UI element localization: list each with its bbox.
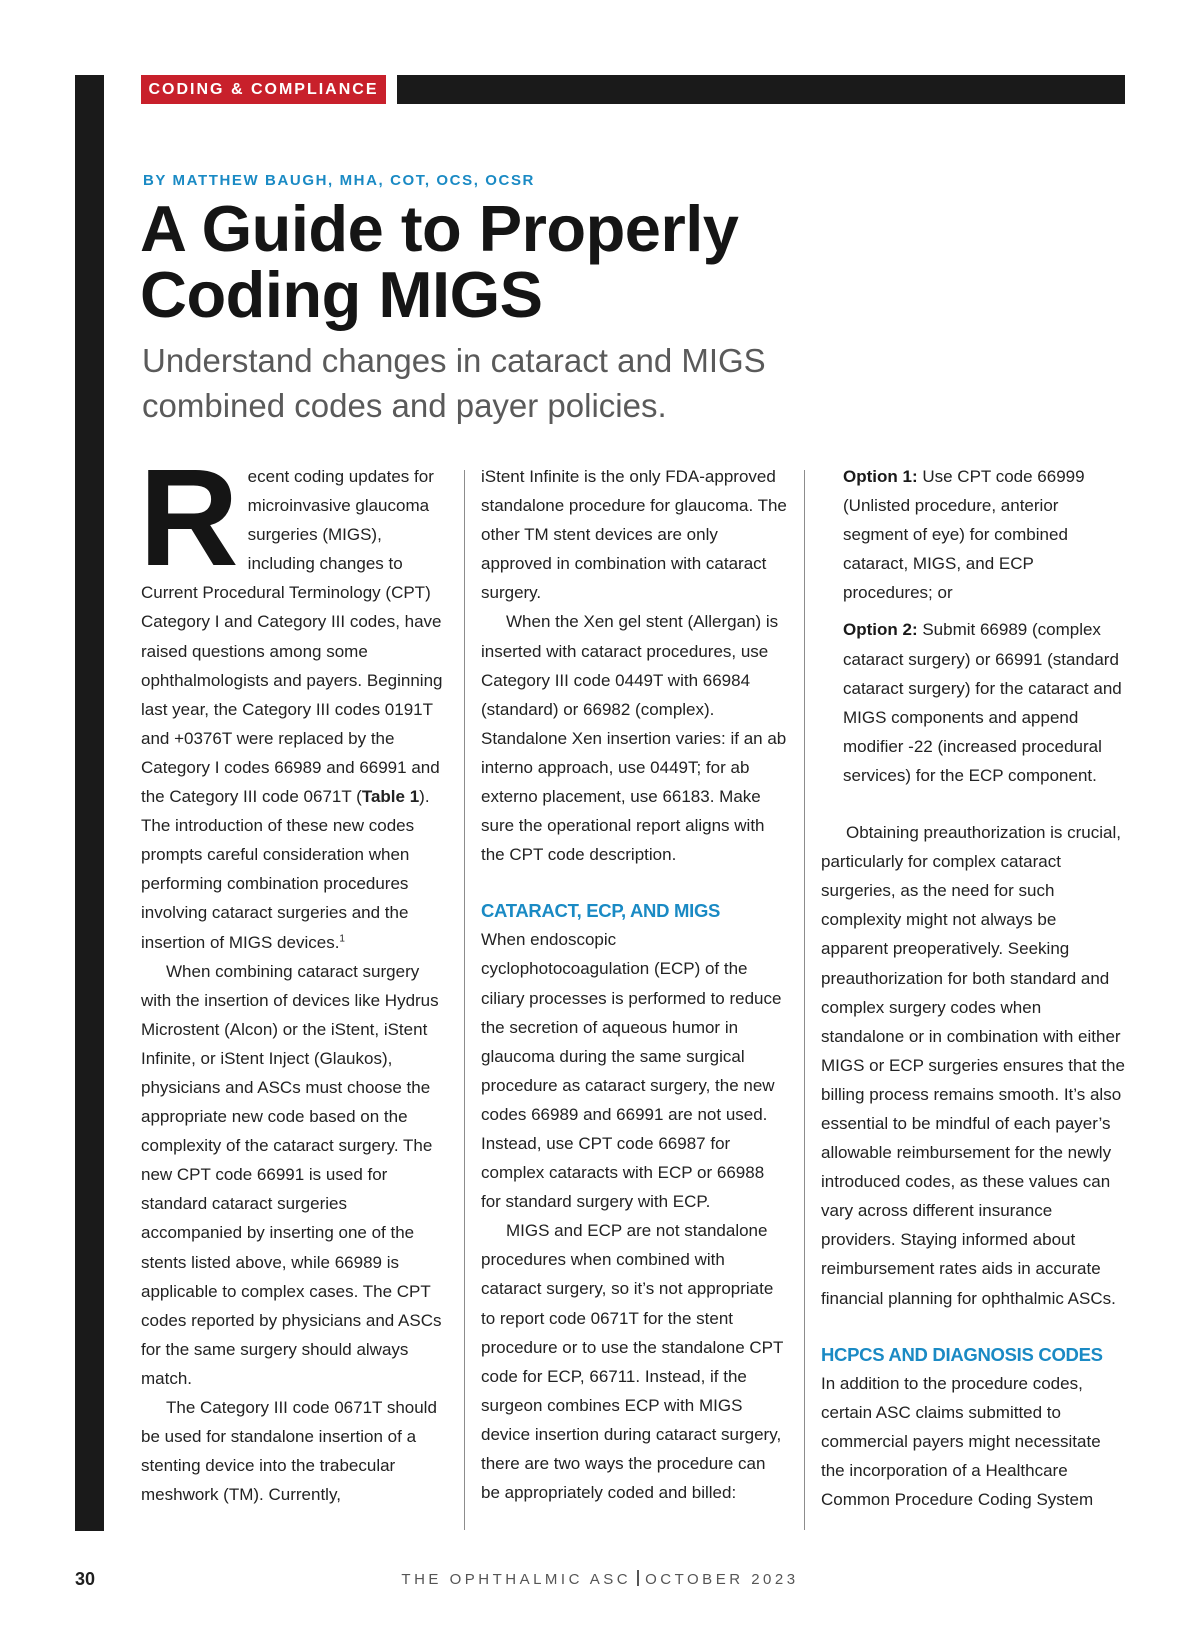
- column-divider: [804, 470, 805, 1530]
- option-2: Option 2: Submit 66989 (complex cataract surgery) or 66991 (standard cataract surgery) for the cataract and MIGS components and append modifier -22 (increased procedural services) for the ECP component.: [843, 620, 1122, 785]
- left-decorative-bar: [75, 75, 104, 1531]
- paragraph: In addition to the procedure codes, certain ASC claims submitted to commercial payers might necessitate the incorporation of a Healthcare Common Procedure Coding System: [821, 1373, 1101, 1509]
- paragraph: iStent Infinite is the only FDA-approved standalone procedure for glaucoma. The other TM stent devices are only approved in combination with cataract surgery.: [481, 467, 787, 603]
- section-tag: CODING & COMPLIANCE: [141, 75, 386, 104]
- issue-date: OCTOBER 2023: [645, 1571, 799, 1588]
- paragraph: When endoscopic cyclophotocoagulation (ECP) of the ciliary processes is performed to reduce the secretion of aqueous humor in glaucoma during the same surgical procedure as cataract surgery, the new codes 66989 and 66991 are not used. Instead, use CPT code 66987 for complex cataracts with ECP or 66988 for standard surgery with ECP.: [481, 930, 782, 1212]
- column-2: [481, 462, 787, 1507]
- headline: A Guide to Properly Coding MIGS: [140, 192, 739, 331]
- footer: [0, 1570, 1200, 1588]
- column-divider: [464, 470, 465, 1530]
- paragraph: When the Xen gel stent (Allergan) is inserted with cataract procedures, use Category III code 0449T with 66984 (standard) or 66982 (complex). Standalone Xen insertion varies: if an ab interno approach, use 0449T; for ab externo placement, use 66183. Make sure the operational report aligns with the CPT code description.: [481, 612, 787, 865]
- paragraph: The Category III code 0671T should be used for standalone insertion of a stenting device into the trabecular meshwork (TM). Currently,: [141, 1398, 437, 1505]
- footer-separator: [637, 1570, 639, 1586]
- table-reference: Table 1: [361, 787, 420, 807]
- spacer: [821, 798, 1127, 818]
- column-3: [821, 462, 1127, 1514]
- option-2-label: Option 2:: [843, 620, 918, 640]
- byline: BY MATTHEW BAUGH, MHA, COT, OCS, OCSR: [143, 172, 535, 189]
- section-heading: HCPCS AND DIAGNOSIS CODES: [821, 1343, 1103, 1365]
- column-1: [139, 441, 447, 1509]
- paragraph: When combining cataract surgery with the insertion of devices like Hydrus Microstent (Alcon) or the iStent, iStent Infinite, or iStent Inject (Glaukos), physicians and ASCs must choose the appropriate new code based on the complexity of the cataract surgery. The new CPT code 66991 is used for standard cataract surgeries accompanied by inserting one of the stents listed above, while 66989 is applicable to complex cases. The CPT codes reported by physicians and ASCs for the same surgery should always match.: [141, 961, 442, 1388]
- paragraph: Obtaining preauthorization is crucial, particularly for complex cataract surgeries, as the need for such complexity might not always be apparent preoperatively. Seeking preauthorization for both standard and complex surgery codes when standalone or in combination with either MIGS or ECP surgeries ensures that the billing process remains smooth. It’s also essential to be mindful of each payer’s allowable reimbursement for the newly introduced codes, as these values can vary across different insurance providers. Staying informed about reimbursement rates aids in accurate financial planning for ophthalmic ASCs.: [821, 823, 1125, 1308]
- paragraph: Recent coding updates for microinvasive glaucoma surgeries (MIGS), including changes to Current Procedural Terminology (CPT) Category I and Category III codes, have raised questions among some ophthalmologists and payers. Beginning last year, the Category III codes 0191T and +0376T were replaced by the Category I codes 66989 and 66991 and the Category III code 0671T (Table 1). The introduction of these new codes prompts careful consideration when performing combination procedures involving cataract surgeries and the insertion of MIGS devices.$^1$: [139, 441, 443, 952]
- paragraph: MIGS and ECP are not standalone procedures when combined with cataract surgery, so it’s not appropriate to report code 0671T for the stent procedure or to use the standalone CPT code for ECP, 66711. Instead, if the surgeon combines ECP with MIGS device insertion during cataract surgery, there are two ways the procedure can be appropriately coded and billed:: [481, 1221, 784, 1503]
- top-decorative-bar: [397, 75, 1125, 104]
- option-1-label: Option 1:: [843, 467, 918, 486]
- section-heading: CATARACT, ECP, AND MIGS: [481, 900, 721, 922]
- page-number: 30: [75, 1569, 96, 1589]
- drop-cap: R: [139, 441, 239, 595]
- footnote-marker: 1: [339, 932, 345, 944]
- option-1: Option 1: Use CPT code 66999 (Unlisted procedure, anterior segment of eye) for combined cataract, MIGS, and ECP procedures; or: [843, 467, 1085, 603]
- subheadline: Understand changes in cataract and MIGS combined codes and payer policies.: [142, 342, 766, 424]
- publication-name: THE OPHTHALMIC ASC: [401, 1571, 632, 1588]
